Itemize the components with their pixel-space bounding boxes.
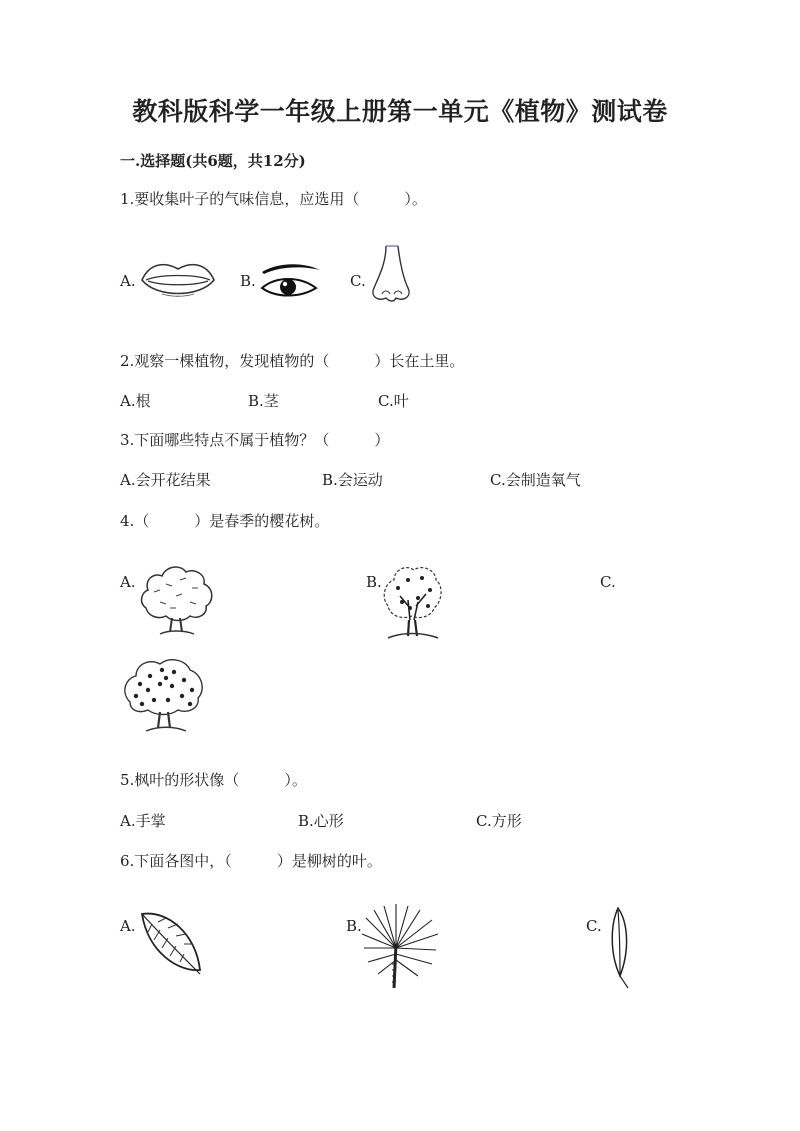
q4-option-c[interactable]: C.: [600, 573, 616, 591]
q1-option-b[interactable]: B.: [240, 272, 256, 290]
q3-option-b[interactable]: B.会运动: [322, 471, 383, 489]
question-3: 3.下面哪些特点不属于植物？（ ）: [120, 431, 390, 449]
q4-option-a[interactable]: A.: [120, 573, 136, 591]
question-4: 4.（ ）是春季的樱花树。: [120, 512, 330, 530]
q2-option-c[interactable]: C.叶: [378, 392, 409, 410]
leafy-tree-image: [136, 562, 216, 640]
mouth-image: [140, 258, 216, 302]
pine-needles-image: [362, 904, 440, 990]
autumn-tree-image: [380, 562, 444, 644]
question-5: 5.枫叶的形状像（ ）。: [120, 771, 307, 789]
eye-image: [258, 262, 322, 302]
serrated-leaf-image: [138, 908, 204, 980]
blossom-tree-image: [120, 656, 210, 738]
willow-leaf-image: [604, 906, 634, 990]
q5-option-c[interactable]: C.方形: [476, 812, 522, 830]
q6-option-a[interactable]: A.: [120, 917, 136, 935]
question-1: 1.要收集叶子的气味信息，应选用（ ）。: [120, 190, 427, 208]
q1-option-a[interactable]: A.: [120, 272, 136, 290]
question-6: 6.下面各图中，（ ）是柳树的叶。: [120, 852, 382, 870]
q1-option-c[interactable]: C.: [350, 272, 366, 290]
nose-image: [368, 244, 414, 304]
q4-option-b[interactable]: B.: [366, 573, 382, 591]
q5-option-a[interactable]: A.手掌: [120, 812, 166, 830]
page-title: 教科版科学一年级上册第一单元《植物》测试卷: [132, 97, 668, 126]
question-2: 2.观察一棵植物，发现植物的（ ）长在土里。: [120, 352, 465, 370]
q6-option-b[interactable]: B.: [346, 917, 362, 935]
q5-option-b[interactable]: B.心形: [298, 812, 344, 830]
q3-option-a[interactable]: A.会开花结果: [120, 471, 211, 489]
q3-option-c[interactable]: C.会制造氧气: [490, 471, 581, 489]
q2-option-a[interactable]: A.根: [120, 392, 151, 410]
section-heading: 一.选择题(共6题，共12分): [120, 152, 306, 170]
q6-option-c[interactable]: C.: [586, 917, 602, 935]
q2-option-b[interactable]: B.茎: [248, 392, 279, 410]
